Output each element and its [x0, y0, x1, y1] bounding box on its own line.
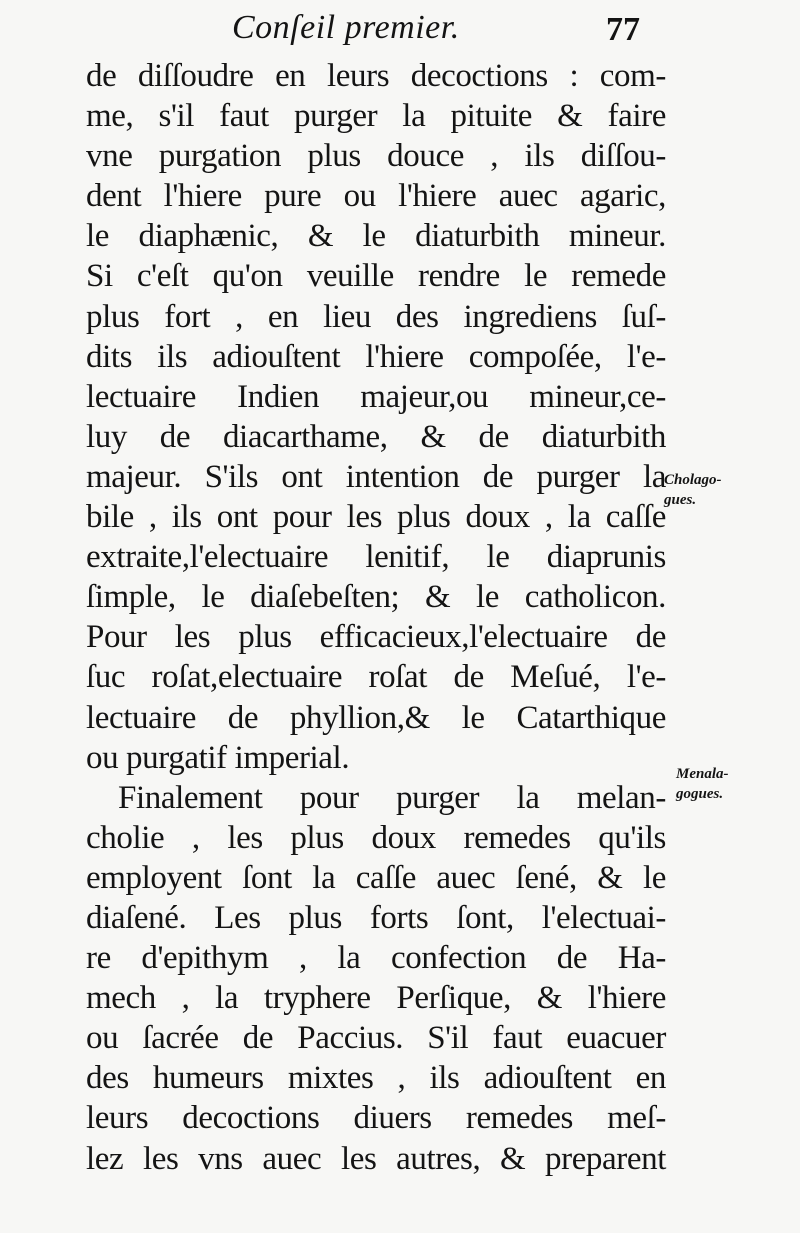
text-line: vne purgation plus douce , ils diſſou-	[86, 138, 666, 175]
text-line: le diaphænic, & le diaturbith mineur.	[86, 218, 666, 255]
text-line: de diſſoudre en leurs decoctions : com-	[86, 58, 666, 94]
text-line: Si c'eſt qu'on veuille rendre le remede	[86, 258, 666, 295]
text-line: plus fort , en lieu des ingrediens ſuſ-	[86, 298, 666, 335]
text-line: employent ſont la caſſe auec ſené, & le	[86, 859, 666, 896]
running-head: Conſeil premier.	[232, 9, 460, 46]
text-line: des humeurs mixtes , ils adiouſtent en	[86, 1060, 666, 1097]
text-line: ou purgatif imperial.	[86, 739, 350, 776]
margin-note-line: Menala-	[676, 766, 729, 782]
text-line: ou ſacrée de Paccius. S'il faut euacuer	[86, 1020, 666, 1057]
text-line: cholie , les plus doux remedes qu'ils	[86, 819, 666, 856]
text-line: ſuc roſat,electuaire roſat de Meſué, l'e-	[86, 659, 666, 696]
text-line: mech , la tryphere Perſique, & l'hiere	[86, 980, 666, 1017]
text-line: dits ils adiouſtent l'hiere compoſée, l'e-	[86, 338, 666, 375]
text-line: extraite,l'electuaire lenitif, le diaprunis	[86, 539, 666, 576]
margin-note-line: gogues.	[676, 786, 724, 802]
paragraph-start-line: Finalement pour purger la melan-	[118, 779, 666, 816]
text-line: leurs decoctions diuers remedes meſ-	[86, 1100, 666, 1137]
text-line: lectuaire de phyllion,& le Catarthique	[86, 699, 666, 736]
text-line: majeur. S'ils ont intention de purger la	[86, 458, 666, 495]
body-text	[86, 56, 666, 1179]
margin-note-line: gues.	[664, 492, 697, 508]
text-line: re d'epithym , la confection de Ha-	[86, 940, 666, 977]
text-line: luy de diacarthame, & de diaturbith	[86, 418, 666, 455]
margin-note-line: Cholago-	[664, 472, 722, 488]
text-line: lectuaire Indien majeur,ou mineur,ce-	[86, 378, 666, 415]
page-number: 77	[606, 11, 640, 48]
text-line: diaſené. Les plus forts ſont, l'electuai-	[86, 899, 666, 936]
text-line: ſimple, le diaſebeſten; & le catholicon.	[86, 579, 666, 616]
text-line: bile , ils ont pour les plus doux , la caſſe	[86, 499, 666, 536]
text-line: lez les vns auec les autres, & preparent	[86, 1140, 666, 1177]
text-line: dent l'hiere pure ou l'hiere auec agaric,	[86, 178, 666, 215]
margin-note-cholagogues	[664, 470, 722, 510]
text-line: Pour les plus efficacieux,l'electuaire de	[86, 619, 666, 656]
text-line: me, s'il faut purger la pituite & faire	[86, 98, 666, 135]
margin-note-menalagogues	[676, 764, 729, 804]
